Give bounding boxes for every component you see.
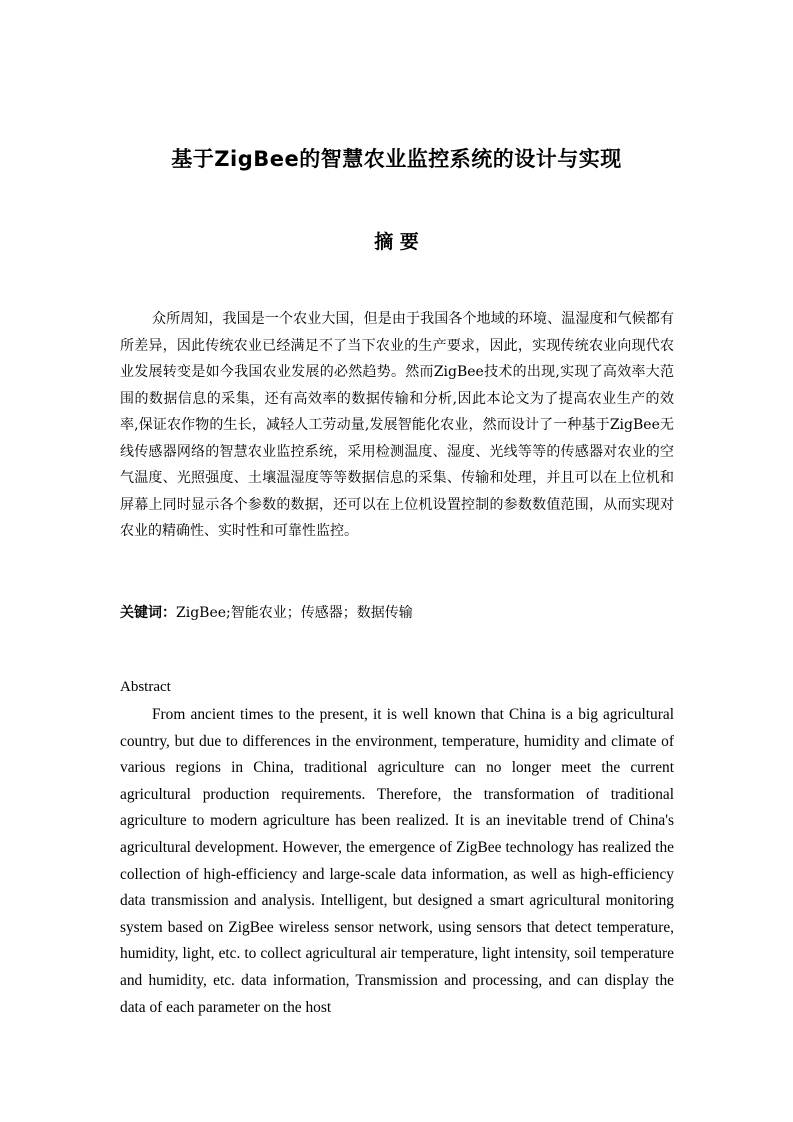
english-abstract-paragraph: From ancient times to the present, it is well known that China is a big agricultural country, but due to differences in the environment, temperature, humidity and climate of various regions in China, traditional agriculture can no longer meet the current agricultural production requirements. Therefore, the transformation of traditional agriculture to modern agriculture has been realized. It is an inevitable trend of China's agricultural development. However, the emergence of ZigBee technology has realized the collection of high-efficiency and large-scale data information, as well as high-efficiency data transmission and analysis. Intelligent, but designed a smart agricultural monitoring system based on ZigBee wireless sensor network, using sensors that detect temperature, humidity, light, etc. to collect agricultural air temperature, light intensity, soil temperature and humidity, etc. data information, Transmission and processing, and can display the data of each parameter on the host: [120, 706, 674, 1016]
keywords-line: [120, 600, 674, 626]
keywords-label: 关键词：: [120, 605, 176, 621]
keywords-text: ZigBee;智能农业；传感器；数据传输: [176, 605, 413, 621]
english-abstract-heading: Abstract: [120, 679, 171, 695]
page-title: 基于ZigBee的智慧农业监控系统的设计与实现: [171, 147, 622, 171]
abstract-heading: 摘 要: [374, 231, 419, 253]
chinese-abstract-paragraph: 众所周知，我国是一个农业大国，但是由于我国各个地域的环境、温湿度和气候都有所差异，因此传统农业已经满足不了当下农业的生产要求，因此，实现传统农业向现代农业发展转变是如今我国农业发展的必然趋势。然而ZigBee技术的出现,实现了高效率大范围的数据信息的采集，还有高效率的数据传输和分析,因此本论文为了提高农业生产的效率,保证农作物的生长，减轻人工劳动量,发展智能化农业，然而设计了一种基于ZigBee无线传感器网络的智慧农业监控系统，采用检测温度、湿度、光线等等的传感器对农业的空气温度、光照强度、土壤温湿度等等数据信息的采集、传输和处理，并且可以在上位机和屏幕上同时显示各个参数的数据，还可以在上位机设置控制的参数数值范围，从而实现对农业的精确性、实时性和可靠性监控。: [120, 311, 674, 539]
